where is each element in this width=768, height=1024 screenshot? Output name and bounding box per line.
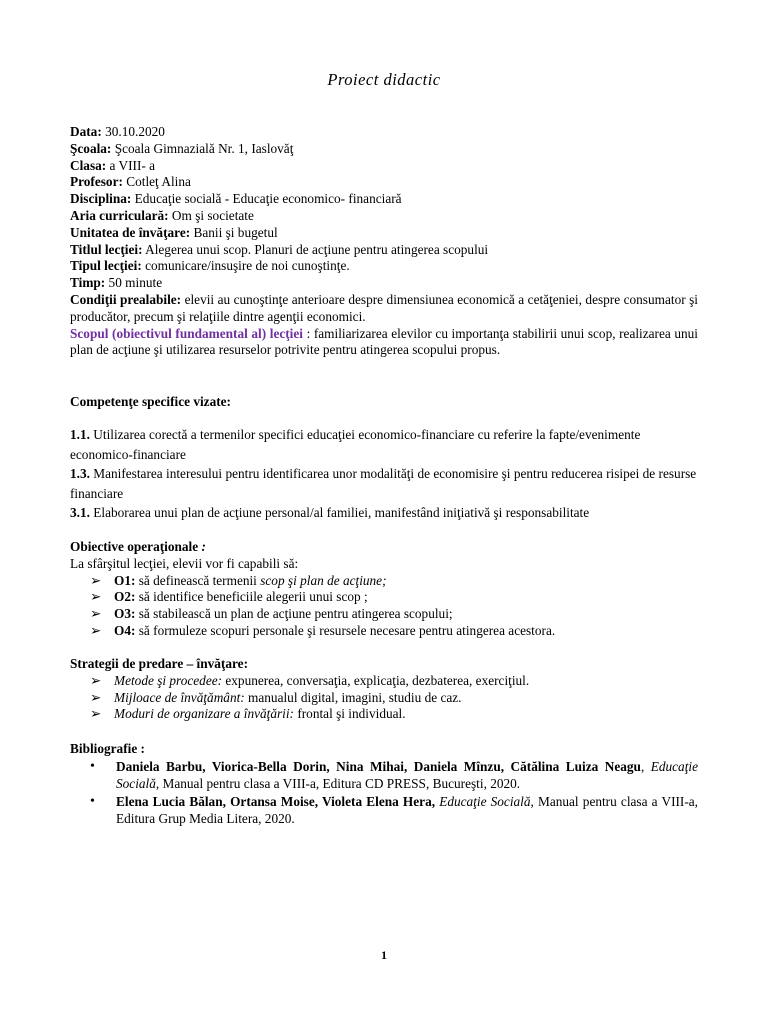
meta-clasa-row: Clasa: a VIII- a	[70, 157, 156, 173]
bibliografie-heading: Bibliografie :	[70, 741, 145, 756]
scopul-label: Scopul (obiectivul fundamental al) lecţiei	[70, 325, 303, 341]
meta-timp-row: Timp: 50 minute	[70, 275, 163, 291]
strategie-item: ➢ Moduri de organizare a învăţării: frontal şi individual.	[90, 706, 406, 722]
meta-scoala-row: Şcoala: Şcoala Gimnazială Nr. 1, Iaslovăţ	[70, 140, 294, 156]
competenta-item: 1.3. Manifestarea interesului pentru identificarea unor modalităţi de economisire şi pentru reducerea risipei de resurse financiare	[70, 466, 697, 501]
arrow-bullet-icon: ➢	[90, 572, 102, 588]
meta-unitatea-row: Unitatea de învăţare: Banii şi bugetul	[70, 224, 278, 240]
meta-data-row: Data: 30.10.2020	[70, 124, 165, 139]
strategii-section	[70, 656, 698, 723]
obiectiv-item: ➢ O3: să stabilească un plan de acţiune pentru atingerea scopului;	[90, 606, 453, 622]
meta-scopul-row: Scopul (obiectivul fundamental al) lecţiei : familiarizarea elevilor cu importanţa stabilirii unui scop, realizarea unui plan de acţiune şi utilizarea resurselor potrivite pentru atingerea scopului propus.	[70, 325, 699, 358]
bibliografie-section	[70, 740, 698, 828]
bibliografie-list	[70, 758, 698, 828]
arrow-bullet-icon: ➢	[90, 672, 102, 688]
obiective-intro: La sfârşitul lecţiei, elevii vor fi capabili să:	[70, 555, 299, 571]
page-number: 1	[381, 948, 387, 962]
bullet-dot-icon: •	[90, 793, 95, 809]
document-title: Proiect didactic	[327, 70, 441, 89]
meta-tipul-row: Tipul lecţiei: comunicare/insuşire de noi cunoştinţe.	[70, 258, 350, 274]
arrow-bullet-icon: ➢	[90, 589, 102, 605]
obiectiv-item: ➢ O1: să definească termenii scop şi plan de acţiune;	[90, 572, 387, 588]
obiective-section	[70, 539, 698, 640]
competenta-item: 3.1. Elaborarea unui plan de acţiune personal/al familiei, manifestând iniţiativă şi responsabilitate	[70, 505, 590, 520]
arrow-bullet-icon: ➢	[90, 706, 102, 722]
strategie-item: ➢ Metode şi procedee: expunerea, conversaţia, explicaţia, dezbaterea, exerciţiul.	[90, 672, 530, 688]
competenta-item: 1.1. Utilizarea corectă a termenilor specifici educaţiei economico-financiare cu referire la fapte/evenimente economico-financiare	[70, 427, 641, 462]
obiectiv-item: ➢ O4: să formuleze scopuri personale şi resursele necesare pentru atingerea acestora.	[90, 622, 556, 638]
meta-titlul-row: Titlul lecţiei: Alegerea unui scop. Planuri de acţiune pentru atingerea scopului	[70, 241, 489, 257]
strategie-item: ➢ Mijloace de învăţământ: manualul digital, imagini, studiu de caz.	[90, 689, 462, 705]
obiective-list	[70, 573, 698, 640]
obiectiv-item: ➢ O2: să identifice beneficiile alegerii unui scop ;	[90, 589, 368, 605]
bullet-dot-icon: •	[90, 758, 95, 774]
bibliografie-item: • Daniela Barbu, Viorica-Bella Dorin, Nina Mihai, Daniela Mînzu, Cătălina Luiza Neagu, Educaţie Socială, Manual pentru clasa a VIII-a, Editura CD PRESS, Bucureşti, 2020.	[90, 758, 698, 791]
competente-list	[70, 425, 698, 523]
arrow-bullet-icon: ➢	[90, 622, 102, 638]
strategii-heading: Strategii de predare – învăţare:	[70, 656, 249, 671]
arrow-bullet-icon: ➢	[90, 689, 102, 705]
arrow-bullet-icon: ➢	[90, 606, 102, 622]
meta-disciplina-row: Disciplina: Educaţie socială - Educaţie economico- financiară	[70, 191, 402, 207]
meta-conditii-row: Condiţii prealabile: elevii au cunoştinţe anterioare despre dimensiunea economică a cetăţeniei, despre consumator şi producător, precum şi relaţiile dintre agenţii economici.	[70, 291, 698, 324]
strategii-list	[70, 673, 698, 723]
lesson-metadata	[70, 124, 698, 359]
obiective-heading: Obiective operaţionale :	[70, 539, 206, 554]
meta-profesor-row: Profesor: Cotleţ Alina	[70, 174, 191, 190]
meta-aria-row: Aria curriculară: Om şi societate	[70, 207, 254, 223]
competente-heading: Competenţe specifice vizate:	[70, 394, 231, 409]
bibliografie-item: • Elena Lucia Bălan, Ortansa Moise, Violeta Elena Hera, Educaţie Socială, Manual pentru clasa a VIII-a, Editura Grup Media Litera, 2020.	[90, 793, 699, 826]
